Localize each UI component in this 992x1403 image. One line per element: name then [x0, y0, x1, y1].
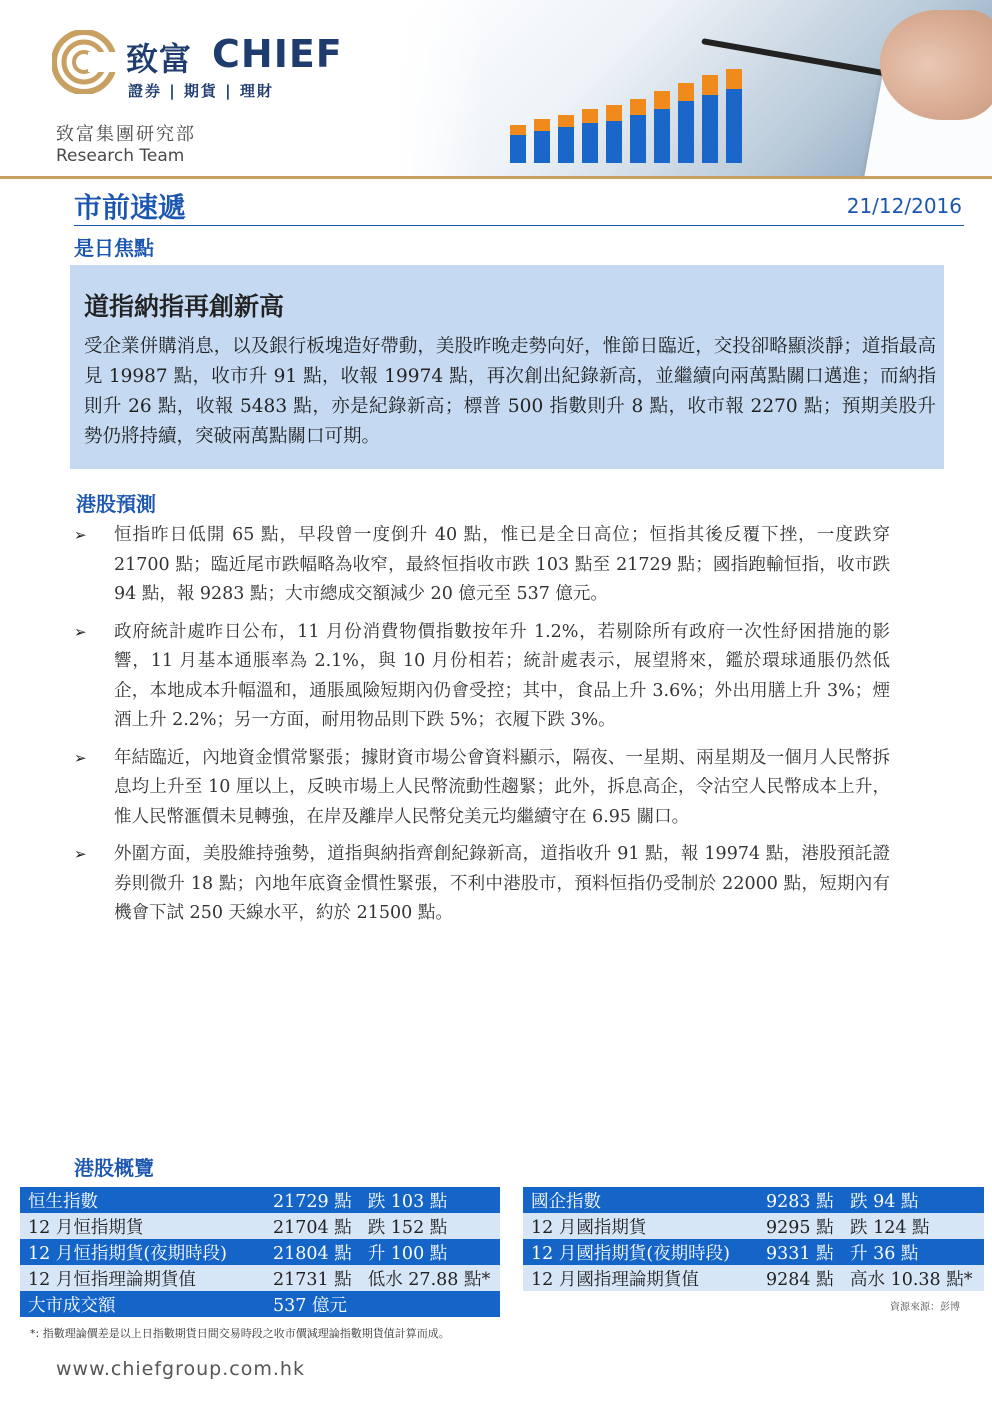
table-cell-value: 21731 點	[265, 1265, 360, 1291]
table-cell-name: 12 月恒指期貨(夜期時段)	[20, 1239, 265, 1265]
table-row	[20, 1291, 500, 1317]
list-item	[74, 840, 890, 929]
hscei-overview-table	[523, 1187, 984, 1291]
table-row	[523, 1213, 984, 1239]
table-cell-value: 9284 點	[758, 1265, 842, 1291]
table-row	[20, 1187, 500, 1213]
section-heading-overview: 港股概覽	[74, 1156, 154, 1180]
table-cell-name: 12 月國指期貨(夜期時段)	[523, 1239, 758, 1265]
footer-website-link[interactable]: www.chiefgroup.com.hk	[56, 1358, 305, 1380]
department-en: Research Team	[56, 146, 185, 166]
list-item-text: 外圍方面，美股維持強勢，道指與納指齊創紀錄新高，道指收升 91 點，報 19974 點，港股預託證券則微升 18 點；內地年底資金慣性緊張，不利中港股市，預料恒指仍受制於 22000 點，短期內有機會下試 250 天線水平，約於 21500 點。	[114, 844, 890, 923]
table-cell-value: 21704 點	[265, 1213, 360, 1239]
table-row	[20, 1213, 500, 1239]
page-header	[0, 0, 992, 180]
table-cell-value: 21804 點	[265, 1239, 360, 1265]
table-cell-change	[360, 1291, 500, 1317]
focus-headline: 道指納指再創新高	[84, 292, 285, 321]
section-heading-forecast: 港股預測	[76, 492, 156, 516]
header-divider	[0, 176, 992, 179]
table-cell-change: 低水 27.88 點*	[360, 1265, 500, 1291]
table-row	[20, 1265, 500, 1291]
table-row	[523, 1239, 984, 1265]
brand-tagline: 證券 | 期貨 | 理財	[128, 82, 274, 100]
table-row	[20, 1239, 500, 1265]
table-footnote: *: 指數理論價差是以上日指數期貨日間交易時段之收市價減理論指數期貨值計算而成。	[30, 1327, 450, 1340]
table-cell-name: 12 月恒指理論期貨值	[20, 1265, 265, 1291]
table-cell-name: 恒生指數	[20, 1187, 265, 1213]
table-cell-change: 升 100 點	[360, 1239, 500, 1265]
table-cell-change: 升 36 點	[842, 1239, 984, 1265]
arrow-bullet-icon: ➢	[74, 845, 87, 863]
decorative-bars	[510, 69, 742, 163]
table-cell-value: 9283 點	[758, 1187, 842, 1213]
table-cell-change: 跌 124 點	[842, 1213, 984, 1239]
department-cn: 致富集團研究部	[56, 124, 196, 145]
list-item	[74, 744, 890, 833]
table-cell-name: 大市成交額	[20, 1291, 265, 1317]
forecast-list	[74, 521, 890, 937]
table-cell-value: 537 億元	[265, 1291, 360, 1317]
brand-name-cn: 致富	[126, 40, 193, 78]
table-cell-change: 跌 103 點	[360, 1187, 500, 1213]
chief-logo-icon	[52, 30, 116, 94]
hsi-overview-table	[20, 1187, 500, 1317]
table-cell-name: 12 月恒指期貨	[20, 1213, 265, 1239]
table-cell-change: 高水 10.38 點*	[842, 1265, 984, 1291]
report-title: 市前速遞	[74, 191, 187, 224]
list-item	[74, 521, 890, 610]
table-cell-name: 國企指數	[523, 1187, 758, 1213]
table-cell-name: 12 月國指期貨	[523, 1213, 758, 1239]
list-item-text: 年結臨近，內地資金慣常緊張；據財資市場公會資料顯示，隔夜、一星期、兩星期及一個月人民幣拆息均上升至 10 厘以上，反映市場上人民幣流動性趨緊；此外，拆息高企，令沽空人民幣成本上升，惟人民幣滙價未見轉強，在岸及離岸人民幣兌美元均繼續守在 6.95 關口。	[114, 747, 890, 827]
report-date: 21/12/2016	[846, 194, 962, 218]
focus-paragraph: 受企業併購消息，以及銀行板塊造好帶動，美股昨晚走勢向好，惟節日臨近，交投卻略顯淡靜；道指最高見 19987 點，收市升 91 點，收報 19974 點，再次創出紀錄新高，並繼續向兩萬點關口邁進；而納指則升 26 點，收報 5483 點，亦是紀錄新高；標普 500 指數則升 8 點，收市報 2270 點；預期美股升勢仍將持續，突破兩萬點關口可期。	[84, 336, 936, 447]
table-cell-name: 12 月國指理論期貨值	[523, 1265, 758, 1291]
section-heading-focus: 是日焦點	[74, 236, 154, 260]
arrow-bullet-icon: ➢	[74, 526, 87, 544]
data-source-note: 資源來源：彭博	[890, 1302, 960, 1313]
table-cell-change: 跌 94 點	[842, 1187, 984, 1213]
list-item-text: 政府統計處昨日公布，11 月份消費物價指數按年升 1.2%，若剔除所有政府一次性紓困措施的影響，11 月基本通脹率為 2.1%，與 10 月份相若；統計處表示，展望將來，鑑於環球通脹仍然低企，本地成本升幅溫和，通脹風險短期內仍會受控；其中，食品上升 3.6%；外出用膳上升 3%；煙酒上升 2.2%；另一方面，耐用物品則下跌 5%；衣履下跌 3%。	[114, 621, 890, 730]
table-cell-value: 9331 點	[758, 1239, 842, 1265]
header-bar-graphic	[500, 55, 820, 170]
table-cell-change: 跌 152 點	[360, 1213, 500, 1239]
list-item-text: 恒指昨日低開 65 點，早段曾一度倒升 40 點，惟已是全日高位；恒指其後反覆下挫，一度跌穿 21700 點；臨近尾市跌幅略為收窄，最終恒指收市跌 103 點至 21729 點；國指跑輸恒指，收市跌 94 點，報 9283 點；大市總成交額減少 20 億元至 537 億元。	[114, 525, 890, 604]
arrow-bullet-icon: ➢	[74, 748, 87, 767]
title-divider	[74, 225, 964, 226]
brand-name-en: CHIEF	[212, 32, 343, 76]
table-row	[523, 1265, 984, 1291]
table-cell-value: 9295 點	[758, 1213, 842, 1239]
list-item	[74, 618, 890, 736]
table-cell-value: 21729 點	[265, 1187, 360, 1213]
arrow-bullet-icon: ➢	[74, 622, 87, 641]
table-row	[523, 1187, 984, 1213]
